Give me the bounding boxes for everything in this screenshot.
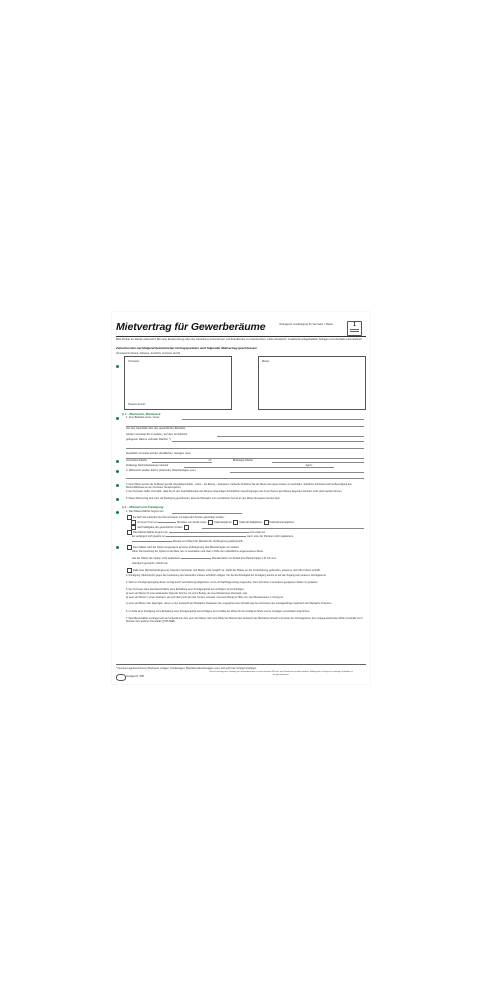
- landlord-box-label: Vermieter:: [128, 360, 140, 363]
- s2-line1: 1. Das Mietverhältnis beginnt am: [126, 510, 164, 513]
- tenant-box-label: Mieter:: [262, 360, 270, 363]
- rooms-field-2[interactable]: [126, 448, 364, 449]
- s1-line1: 1. Zum Betriebe einer / eines: [126, 416, 160, 419]
- start-date-field[interactable]: [172, 513, 242, 514]
- rooms-field[interactable]: [172, 441, 364, 442]
- s2-opt3-row: Dem Mieter wird die Option eingeräumt auf eine Verlängerung des Mietvertrages um weitere: [126, 545, 364, 550]
- other-period-field[interactable]: [202, 528, 364, 529]
- section1-heading: § 1 – Mietsache, Mietzweck: [122, 412, 161, 416]
- s2-opt1-legal: nach Maßgabe der gesetzlichen Fristen: [130, 525, 368, 530]
- area-field[interactable]: [152, 462, 212, 463]
- mark-dot-icon: [116, 484, 119, 487]
- footer-note: Diese Fassung des Vertrags für Gewerberäume ist nach bestem Wissen und Gewissen erstellt worden. Haftung des Verlags für etwaige Schäden ist ausgeschlossen.: [209, 671, 353, 676]
- s2-para5: 5. Der Vermieter kann das Mietverhältnis ohne Einhaltung einer Kündigungsfrist aus wichtigem Grund kündigen:: [126, 588, 245, 591]
- logo-number: 1: [353, 322, 356, 328]
- s2-para5c: c) wenn der Mieter oder diejenigen, denen er den Gebrauch der Mietsache überlassen hat, ungeachtet einer Abmahnung des Vermieters den vertragswidrigen Gebrauch der Mietsache fortsetzen.: [126, 602, 333, 605]
- ceiling-load-field[interactable]: [184, 467, 334, 468]
- note-checkbox[interactable]: [127, 568, 132, 573]
- section2-heading: § 2 – Mietzeit und Kündigung: [122, 505, 164, 509]
- s2-para5a: a) wenn der Mieter für zwei aufeinander folgende Termine mit einem Betrag, der eine Monatsmiete übersteigt, oder: [126, 592, 248, 595]
- parties-heading: Zwischen den nachfolgend bezeichneten Vertragsparteien wird folgender Mietvertrag geschlossen:: [116, 346, 258, 350]
- s1-line8: 2. Mitbenutzt werden dürfen (Fahrstuhl, Waschanlagen usw.): [126, 469, 196, 472]
- footnote-rule: [116, 664, 366, 665]
- tenant-box[interactable]: [258, 356, 366, 410]
- mark-dot-icon: [116, 365, 119, 368]
- publisher-logo-icon: [347, 321, 362, 336]
- property-address-field[interactable]: [217, 436, 364, 437]
- footer-code: Verlags-Nr. 558: [126, 675, 144, 678]
- mark-dot-icon: [116, 511, 119, 514]
- s1-para5: 5. Dieser Mietvertrag wird unter der Bedingung geschlossen, dass die Mietsache zum vereinbarten Termin an den Mieter übergeben werden kann.: [126, 497, 281, 500]
- landlord-tax-label: Steuernummer:: [128, 403, 146, 406]
- s1-line6: Vermietete Fläche m² Befestigte Fläche: [126, 459, 253, 462]
- header-rule: [116, 336, 366, 337]
- s1-para4: 4. Der Vermieter haftet nicht dafür, dass die für den Geschäftsbetrieb des Mieters notwendigen behördlichen Genehmigungen aus in der Person des Mieters liegenden Gründen nicht erteilt werden können.: [126, 490, 343, 493]
- mark-dot-icon: [116, 498, 119, 501]
- form-title: Mietvertrag für Gewerberäume: [116, 321, 266, 333]
- contract-form-page: [112, 312, 370, 684]
- s2-opt3e: Gebrauch gemacht, erlischt sie.: [132, 562, 169, 565]
- footnote: *) Genaue Lagebezeichnung (Stockwerk, Anlagen, Nordansagen, Plan/Alternative/Gesagten usw.) sind auch hier Vertrag beizufügen.: [116, 667, 257, 670]
- s2-para4: 4. Wird vor Kündigungszugang dieser Vertrag durch Vereinbarung aufgehoben, so ist ein Nachfolgevertrag vorgesehen. Dem Vermieter und anderen geeigneten Stellen zu gestatten.: [126, 581, 319, 584]
- s1-line7: Zulässige Deckenbelastung maximal kg/m²: [126, 464, 313, 467]
- s2-opt2-ext: Es verlängert sich jeweils um wenn eine der Parteien nicht spätestens: [132, 535, 294, 538]
- form-header: [116, 321, 366, 335]
- s1-line4: gelegenen Räume und/oder Flächen *): [126, 438, 171, 441]
- s2-opt3b: Jahre. Bei Ausübung der Option ist die Miete neu zu vereinbaren und zwar in Höhe der marktüblichen angemessenen Miete.: [132, 550, 264, 553]
- paved-area-field[interactable]: [272, 462, 364, 463]
- s1-line5: Zusätzlich vermietet werden (Freiflächen, Garagen usw.): [126, 452, 192, 455]
- s2-para5b: b) wenn der Mieter in einem Zeitraum, der sich über mehr als zwei Termine erstreckt, mit einem Betrag in Höhe von zwei Monatsmieten in Verzug ist,: [126, 596, 284, 599]
- version-label: Vertrags-Nr. Ausfertigung für Vermieter / Mieter: [279, 323, 333, 326]
- s2-opt2-row: Das Mietverhältnis beginnt am und endet am: [126, 530, 364, 535]
- publisher-mark-icon: [116, 674, 126, 681]
- shared-use-field[interactable]: [230, 472, 364, 473]
- business-type-field[interactable]: [182, 419, 364, 420]
- s1-para3: 3. Dem Mieter werden die Schlüssel gemäß Übergabeprotokoll – sofort – bei Einzug – übergeben. Fehlende Schlüssel hat der Mieter auf eigene Kosten zu beschaffen. Sämtliche Schlüssel sind bei Beendigung des Mietverhältnisses an den Vermieter herauszugeben.: [126, 483, 352, 489]
- s2-para6: 6. Im Falle einer Kündigung ohne Einhaltung einer Kündigungsfrist aus wichtigem Grund haftet der Mieter für den Ausfall an Miete und an sonstigen vereinbarten Ansprüchen.: [126, 610, 310, 613]
- s2-opt2-obj: Monate vor Ablauf der Mietzeit der Verlängerung widerspricht.: [132, 540, 370, 543]
- s2-note-row: Falls eine Mietzeitverlängerung zwischen Vermieter und Mieter nicht möglich ist, bleibt der Mieter an die Vereinbarung gebunden, soweit er nicht die Fristen einhält.: [126, 568, 364, 573]
- mark-dot-icon: [116, 546, 119, 549]
- s2-para7: 7. Das Mietverhältnis verlängert sich auf unbestimmte Zeit, wenn der Mieter nach dem Ablauf der Mietzeit den Gebrauch der Mietsache fortsetzt und weder der Vertragspartner dem entgegenstehenden Willen innerhalb von 2 Wochen dem anderen Teil erklärt (§ 545 BGB).: [126, 617, 363, 623]
- s2-opt1-row: Es läuft auf unbestimmte Zeit und kann mit folgenden Fristen gekündigt werden:: [126, 515, 364, 520]
- mark-dot-icon: [116, 417, 119, 420]
- s2-opt3-deadline: Hat der Mieter die Option nicht spätestens Monate/Jahre vor Ablauf des Mietvertrages z.B. bis zum: [132, 557, 277, 560]
- s1-line3: werden vermietet die im Hause / auf dem Grundstück: [126, 433, 188, 436]
- mark-dot-icon: [116, 460, 119, 463]
- landlord-instruction: Vermieter/in (Name, Adresse, Anschrift, vertreten durch): [116, 352, 181, 355]
- shared-use-field-2[interactable]: [126, 478, 364, 479]
- s2-opt1-periods: mit einer Frist von Monaten zum Ende eines Kalenderjahres Kalenderhalbjahres Kalendervierteljahres: [130, 520, 368, 525]
- s1-line2: (Art des Geschäfts oder des gewerblichen Betriebs): [126, 427, 186, 430]
- s2-para3: 3. Kündigung, Widerspruch gegen die Fortsetzung des Gebrauchs müssen schriftlich erfolgen. Für die Rechtzeitigkeit der Kündigung kommt es auf den Zugang beim anderen Vertragsteil an.: [126, 574, 327, 577]
- mark-dot-icon: [116, 470, 119, 473]
- intro-note: Bitte Punkte am Rande ankreuzen! Bei einer Entsprechung oder eine Streichung vorzunehmen und Zutreffendes zu unterstreichen. Falls erforderlich, zusätzliche Anlagebelätter beifügen und ebenfalls unterzeichnen.: [116, 338, 363, 341]
- landlord-box[interactable]: [124, 356, 232, 410]
